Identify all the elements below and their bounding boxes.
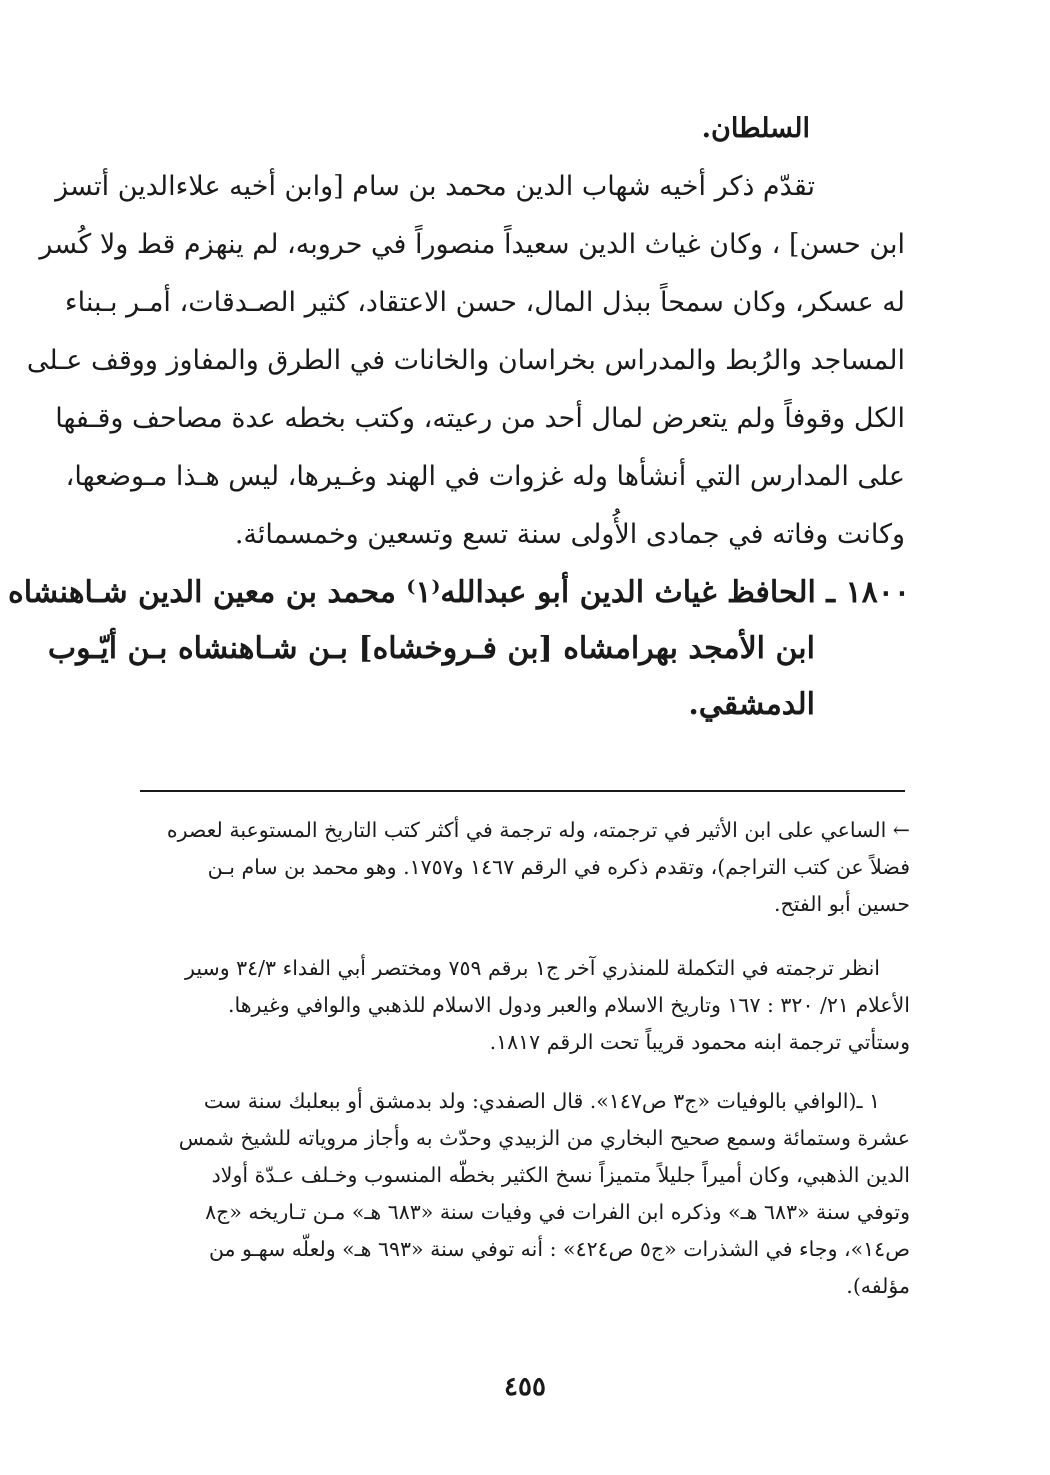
- footnote-line: فضلاً عن كتب التراجم)، وتقدم ذكره في الرقم ١٤٦٧ و١٧٥٧. وهو محمد بن سام بـن: [207, 855, 910, 879]
- footnote-line: مؤلفه).: [846, 1274, 910, 1298]
- footnote-line: عشرة وستمائة وسمع صحيح البخاري من الزبيدي وحدّث به وأجاز مروياته للشيخ شمس: [178, 1126, 910, 1150]
- footnote-sources: [135, 950, 910, 1061]
- page-number: ٤٥٥: [504, 1372, 546, 1402]
- footnote-line: الدين الذهبي، وكان أميراً جليلاً متميزاً نسخ الكثير بخطّه المنسوب وخـلف عـدّة أولاد: [211, 1163, 910, 1187]
- main-paragraph: [26, 158, 905, 564]
- entry-line: ابن الأمجد بهرامشاه [بن فـروخشاه] بـن شـاهنشاه بـن أيّـوب: [47, 631, 815, 666]
- text-line: تقدّم ذكر أخيه شهاب الدين محمد بن سام [وابن أخيه علاءالدين أتسز: [55, 171, 815, 202]
- continued-heading-line: [130, 100, 810, 158]
- biography-entry-heading: [8, 565, 910, 733]
- footnote-line: ١ ـ(الوافي بالوفيات «ج٣ ص١٤٧». قال الصفدي: ولد بدمشق أو ببعلبك سنة ست: [203, 1089, 880, 1113]
- footnote-line: انظر ترجمته في التكملة للمنذري آخر ج١ برقم ٧٥٩ ومختصر أبي الفداء ٣٤/٣ وسير: [185, 956, 880, 980]
- footnote-divider: [140, 790, 905, 792]
- text-line: ابن حسن] ، وكان غياث الدين سعيداً منصوراً في حروبه، لم ينهزم قط ولا كُسر: [39, 229, 905, 260]
- footnote-continued: [135, 812, 910, 923]
- footnote-line: الأعلام ٢١/ ٣٢٠ : ١٦٧ وتاريخ الاسلام والعبر ودول الاسلام للذهبي والوافي وغيرها.: [227, 993, 910, 1017]
- text-line: وكانت وفاته في جمادى الأُولى سنة تسع وتسعين وخمسمائة.: [234, 519, 905, 550]
- entry-line: الدمشقي.: [688, 687, 815, 722]
- entry-line: ١٨٠٠ ـ الحافظ غياث الدين أبو عبدالله⁽١⁾ محمد بن معين الدين شـاهنشاه: [8, 575, 910, 610]
- text-line: المساجد والرُبط والمدراس بخراسان والخانات في الطرق والمفاوز ووقف عـلى: [26, 345, 905, 376]
- footnote-line: حسين أبو الفتح.: [773, 892, 910, 916]
- footnote-line: ← الساعي على ابن الأثير في ترجمته، وله ترجمة في أكثر كتب التاريخ المستوعبة لعصره: [166, 818, 910, 842]
- footnote-line: وتوفي سنة «٦٨٣ هـ» وذكره ابن الفرات في وفيات سنة «٦٨٣ هـ» مـن تـاريخه «ج٨: [205, 1200, 910, 1224]
- text-line: له عسكر، وكان سمحاً ببذل المال، حسن الاعتقاد، كثير الصـدقات، أمـر بـبناء: [64, 287, 905, 318]
- footnote-1: [135, 1083, 910, 1305]
- text-line: على المدارس التي أنشأها وله غزوات في الهند وغـيرها، ليس هـذا مـوضعها،: [65, 461, 905, 492]
- text-line: السلطان.: [701, 113, 810, 144]
- footnote-line: وستأتي ترجمة ابنه محمود قريباً تحت الرقم ١٨١٧.: [489, 1030, 910, 1054]
- text-line: الكل وقوفاً ولم يتعرض لمال أحد من رعيته، وكتب بخطه عدة مصاحف وقـفها: [55, 403, 905, 434]
- footnote-line: ص١٤»، وجاء في الشذرات «ج٥ ص٤٢٤» : أنه توفي سنة «٦٩٣ هـ» ولعلّه سهـو من: [208, 1237, 910, 1261]
